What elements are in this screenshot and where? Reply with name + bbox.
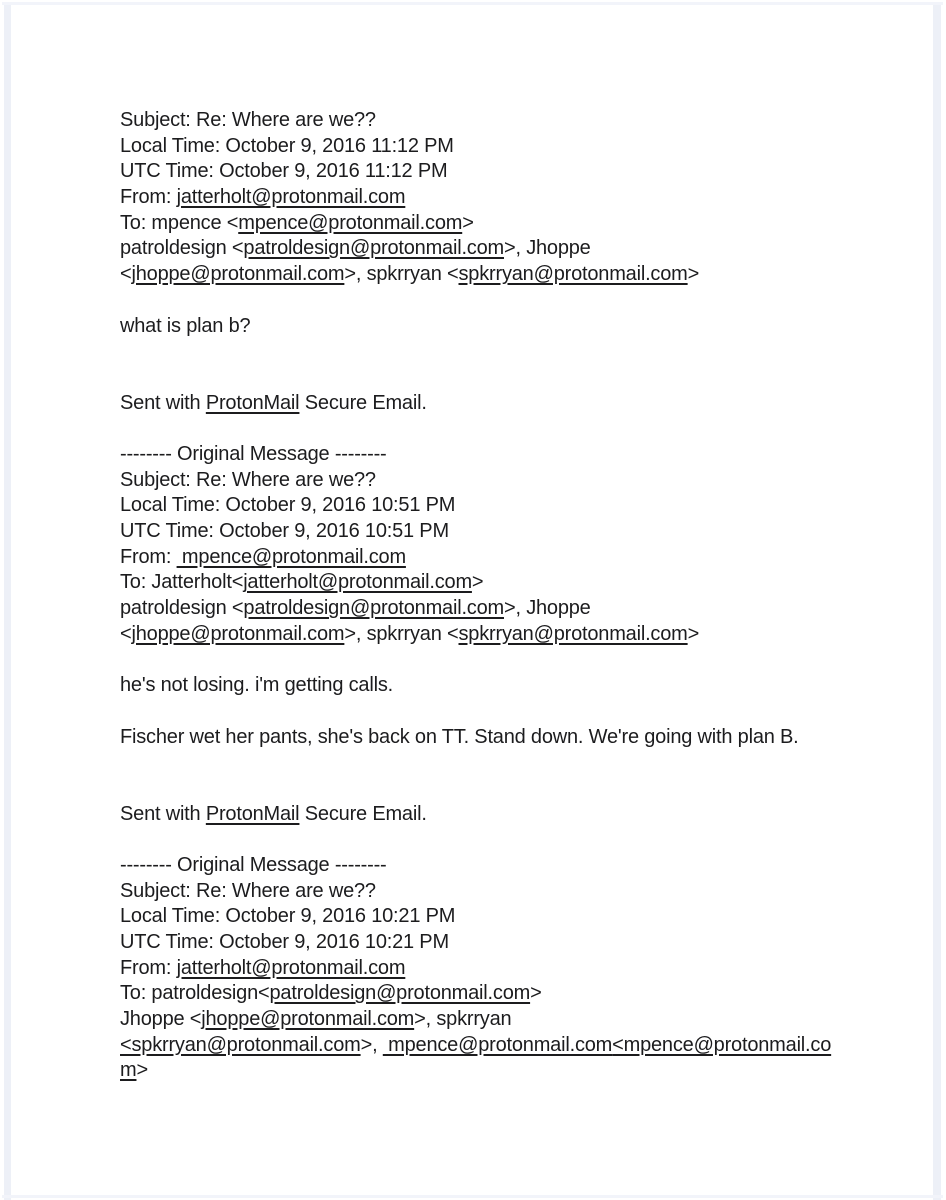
header-text: From: <box>120 956 177 979</box>
header-text: < <box>258 982 270 1005</box>
header-line-local-time <box>120 904 910 930</box>
header-text: > <box>136 1059 148 1082</box>
email-link[interactable]: patroldesign@protonmail.com <box>243 597 504 620</box>
signature-text: Sent with <box>120 391 206 414</box>
header-line-recipients <box>120 236 910 262</box>
header-line-recipients <box>120 1033 910 1059</box>
header-line-subject <box>120 108 910 134</box>
header-line-to <box>120 570 910 596</box>
body-text: what is plan b? <box>120 314 251 337</box>
header-text: To: mpence < <box>120 211 239 234</box>
header-text: Local Time: October 9, 2016 10:21 PM <box>120 905 456 928</box>
header-line-from <box>120 956 910 982</box>
header-line-utc-time <box>120 519 910 545</box>
header-text: >, spkrryan <box>414 1008 512 1031</box>
email-link[interactable]: mpence@protonmail.com <box>238 211 463 234</box>
email-link[interactable]: <mpence@protonmail.co <box>612 1033 832 1056</box>
header-text: UTC Time: October 9, 2016 10:51 PM <box>120 520 449 542</box>
body-line <box>120 725 910 751</box>
header-text: > <box>687 263 700 286</box>
body-text: he's not losing. i'm getting calls. <box>120 674 394 697</box>
message-3 <box>120 853 910 1084</box>
email-link[interactable]: mpence@protonmail.com <box>382 1033 613 1056</box>
blank-line <box>120 416 910 442</box>
header-line-utc-time <box>120 930 910 956</box>
header-text: > <box>530 982 542 1005</box>
email-link[interactable]: patroldesign@protonmail.com <box>243 237 504 260</box>
header-line-recipients <box>120 596 910 622</box>
header-text: >, Jhoppe <box>504 237 591 260</box>
email-link[interactable]: <spkrryan@protonmail.com <box>120 1033 361 1056</box>
protonmail-link[interactable]: ProtonMail <box>205 802 300 825</box>
header-text: Jhoppe < <box>120 1008 202 1031</box>
email-link[interactable]: spkrryan@protonmail.com <box>458 263 688 286</box>
header-line-subject <box>120 468 910 494</box>
email-link[interactable]: jatterholt@protonmail.com <box>176 186 406 209</box>
original-message-divider: -------- Original Message -------- <box>120 853 387 876</box>
email-link[interactable]: jatterholt@protonmail.com <box>243 571 472 594</box>
header-text: >, <box>360 1033 383 1056</box>
email-link[interactable]: spkrryan@protonmail.com <box>458 622 688 645</box>
blank-line <box>120 827 910 853</box>
blank-line <box>120 365 910 391</box>
header-text: From: <box>120 186 177 209</box>
blank-line <box>120 288 910 314</box>
header-text: UTC Time: October 9, 2016 10:21 PM <box>120 931 449 953</box>
original-message-divider: -------- Original Message -------- <box>120 442 387 465</box>
signature-line <box>120 802 910 828</box>
header-line-recipients <box>120 262 910 288</box>
header-line-utc-time <box>120 159 910 185</box>
header-text: Subject: Re: Where are we?? <box>120 879 376 902</box>
signature-text: Secure Email. <box>299 391 427 414</box>
header-text: >, spkrryan < <box>344 622 459 645</box>
body-line <box>120 673 910 699</box>
message-1 <box>120 108 910 442</box>
email-link[interactable]: jhoppe@protonmail.com <box>201 1008 415 1031</box>
message-2 <box>120 442 910 853</box>
body-text: Fischer wet her pants, she's back on TT. Stand down. We're going with plan B. <box>120 725 799 748</box>
header-text: < <box>120 263 132 286</box>
page-edge-right <box>933 5 941 1200</box>
header-text: < <box>120 622 132 645</box>
page-edge-top <box>2 2 943 5</box>
signature-text: Sent with <box>120 802 206 825</box>
blank-line <box>120 647 910 673</box>
blank-line <box>120 699 910 725</box>
email-link[interactable]: m <box>120 1059 137 1082</box>
header-text: Local Time: October 9, 2016 10:51 PM <box>120 494 456 517</box>
email-link[interactable]: jatterholt@protonmail.com <box>176 956 406 979</box>
header-text: Subject: Re: Where are we?? <box>120 109 376 131</box>
header-line-subject <box>120 879 910 905</box>
header-line-recipients <box>120 622 910 648</box>
header-text: > <box>687 622 700 645</box>
page-edge-left <box>4 5 11 1200</box>
header-text: Subject: Re: Where are we?? <box>120 468 376 491</box>
header-text: > <box>471 571 484 594</box>
header-line-to <box>120 981 910 1007</box>
header-line-local-time <box>120 493 910 519</box>
header-line-recipients <box>120 1007 910 1033</box>
header-line-recipients-wrap <box>120 1058 910 1084</box>
header-line-to <box>120 211 910 237</box>
header-text: >, Jhoppe <box>504 597 591 620</box>
signature-line <box>120 391 910 417</box>
header-text: patroldesign < <box>120 597 244 620</box>
header-line-from <box>120 545 910 571</box>
page-edge-bottom <box>2 1195 943 1198</box>
header-text: patroldesign < <box>120 237 244 260</box>
email-link[interactable]: mpence@protonmail.com <box>176 545 406 568</box>
signature-text: Secure Email. <box>299 802 427 825</box>
blank-line <box>120 750 910 776</box>
blank-line <box>120 339 910 365</box>
header-text: > <box>462 211 474 234</box>
body-line <box>120 314 910 340</box>
header-line-from <box>120 185 910 211</box>
email-link[interactable]: patroldesign@protonmail.com <box>269 982 531 1005</box>
blank-line <box>120 776 910 802</box>
email-thread <box>120 108 910 1084</box>
header-text: To: patroldesign <box>120 982 259 1005</box>
email-link[interactable]: jhoppe@protonmail.com <box>131 622 345 645</box>
header-text: >, spkrryan < <box>344 263 459 286</box>
header-text: To: Jatterholt <box>120 571 232 594</box>
protonmail-link[interactable]: ProtonMail <box>205 391 300 414</box>
header-text: From: <box>120 545 177 568</box>
header-line-local-time <box>120 134 910 160</box>
email-link[interactable]: jhoppe@protonmail.com <box>131 263 345 286</box>
header-text: < <box>231 571 244 594</box>
header-text: Local Time: October 9, 2016 11:12 PM <box>120 134 454 157</box>
header-text: UTC Time: October 9, 2016 11:12 PM <box>120 160 448 183</box>
